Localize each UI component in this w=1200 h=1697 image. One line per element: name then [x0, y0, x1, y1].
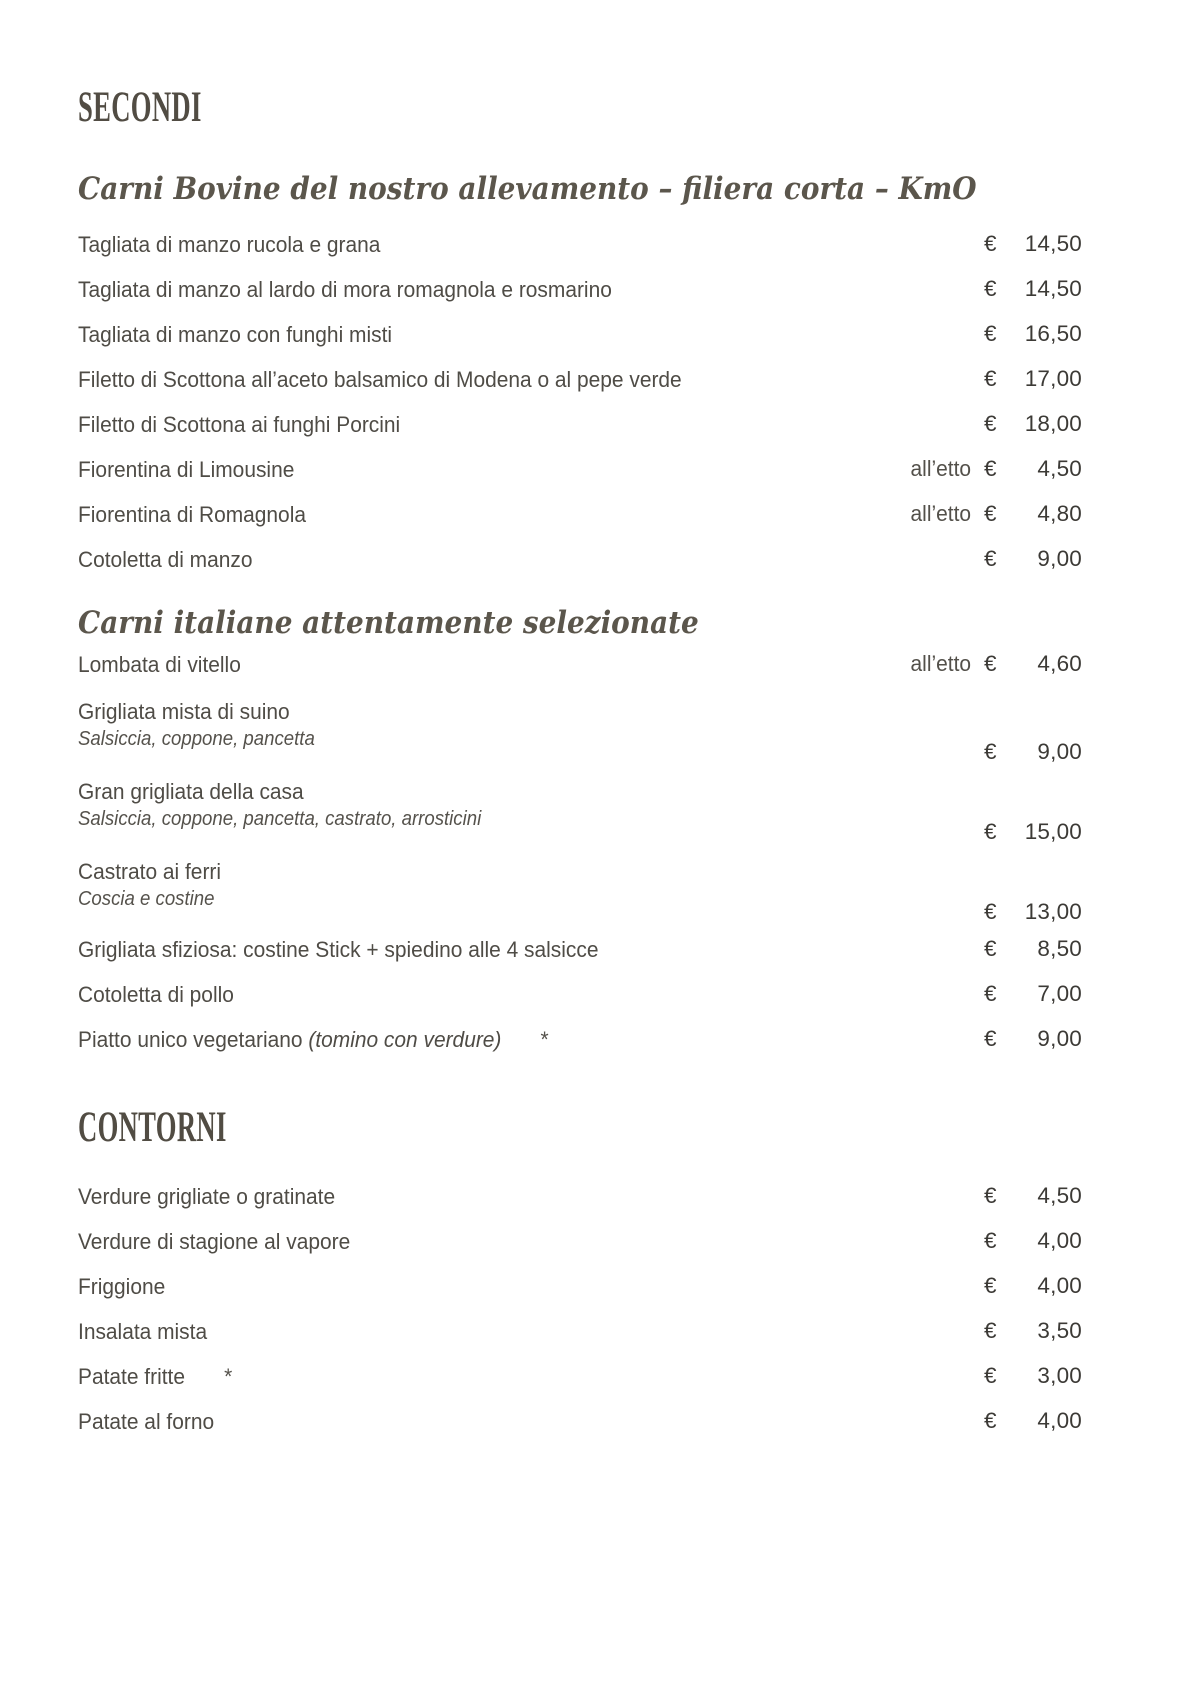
menu-item-names: [78, 1273, 970, 1302]
currency-symbol: €: [984, 899, 997, 925]
menu-item-names: [78, 366, 970, 395]
menu-item-names: [78, 276, 970, 305]
menu-item-names: [78, 1026, 970, 1055]
menu-item-names: [78, 778, 970, 832]
currency-symbol: €: [984, 1183, 997, 1209]
menu-item-name: Filetto di Scottona ai funghi Porcini: [78, 412, 401, 438]
menu-item-name: Friggione: [78, 1274, 166, 1300]
price-amount: 4,00: [1037, 1273, 1082, 1299]
currency-symbol: €: [984, 819, 997, 845]
currency-symbol: €: [984, 231, 997, 257]
menu-item-description: Salsiccia, coppone, pancetta: [78, 727, 315, 750]
menu-item-name: Fiorentina di Limousine: [78, 457, 295, 483]
menu-item-name: Insalata mista: [78, 1319, 208, 1345]
menu-item-row[interactable]: [78, 1017, 1092, 1062]
menu-item-name: Fiorentina di Romagnola: [78, 502, 306, 528]
menu-item-names: [78, 546, 970, 575]
menu-item-names: [78, 1363, 970, 1392]
menu-item-names: [78, 1318, 970, 1347]
menu-item-row[interactable]: [78, 357, 1092, 402]
subsection-title: Carni Bovine del nostro allevamento – filiera corta – KmO: [78, 171, 977, 207]
menu-item-price: [984, 546, 1092, 572]
menu-list-contorni: [78, 1174, 1092, 1444]
menu-item-name: Lombata di vitello: [78, 652, 241, 678]
menu-item-names: [78, 698, 970, 752]
currency-symbol: €: [984, 321, 997, 347]
menu-item-unit: [971, 845, 984, 847]
menu-item-price: [984, 321, 1092, 347]
menu-item-row[interactable]: [78, 1309, 1092, 1354]
currency-symbol: €: [984, 1363, 997, 1389]
menu-item-name: Cotoletta di pollo: [78, 982, 234, 1008]
menu-item-price: [984, 411, 1092, 437]
menu-item-name: Tagliata di manzo al lardo di mora romagnola e rosmarino: [78, 277, 612, 303]
menu-item-row[interactable]: [78, 402, 1092, 447]
menu-item-parenthetical: (tomino con verdure): [308, 1027, 502, 1053]
price-amount: 4,80: [1037, 501, 1082, 527]
menu-item-price: [984, 1363, 1092, 1389]
menu-item-names: [78, 456, 905, 485]
currency-symbol: €: [984, 546, 997, 572]
menu-item-unit: [971, 925, 984, 927]
price-amount: 3,50: [1037, 1318, 1082, 1344]
price-amount: 8,50: [1037, 936, 1082, 962]
menu-list-carni-italiane: [78, 642, 1092, 1062]
menu-item-name: [78, 1363, 908, 1392]
price-amount: 4,60: [1037, 651, 1082, 677]
menu-item-unit: all’etto: [910, 651, 971, 677]
price-amount: 7,00: [1037, 981, 1082, 1007]
menu-item-name: Tagliata di manzo rucola e grana: [78, 232, 381, 258]
menu-item-price: [984, 936, 1092, 962]
menu-item-row[interactable]: [78, 267, 1092, 312]
menu-item-row[interactable]: [78, 1219, 1092, 1264]
menu-item-price: [984, 1318, 1092, 1344]
menu-item-unit: [971, 765, 984, 767]
menu-item-name: Castrato ai ferri: [78, 859, 222, 885]
menu-item-name: Verdure di stagione al vapore: [78, 1229, 351, 1255]
menu-item-price: [984, 276, 1092, 302]
currency-symbol: €: [984, 981, 997, 1007]
price-amount: 4,00: [1037, 1408, 1082, 1434]
section-heading-secondi: [78, 86, 1092, 142]
menu-item-row[interactable]: [78, 1264, 1092, 1309]
menu-item-names: [78, 858, 970, 912]
menu-item-name: Cotoletta di manzo: [78, 547, 253, 573]
menu-item-names: [78, 936, 970, 965]
menu-item-row[interactable]: [78, 222, 1092, 267]
menu-item-price: [984, 1408, 1092, 1434]
currency-symbol: €: [984, 456, 997, 482]
price-amount: 4,50: [1037, 456, 1082, 482]
menu-item-price: [984, 231, 1092, 257]
price-amount: 15,00: [1024, 819, 1082, 845]
currency-symbol: €: [984, 1228, 997, 1254]
menu-item-name: Verdure grigliate o gratinate: [78, 1184, 336, 1210]
menu-item-names: [78, 1183, 970, 1212]
menu-item-description: Coscia e costine: [78, 887, 215, 910]
menu-item-price: [984, 819, 1092, 847]
menu-item-price: [984, 899, 1092, 927]
price-amount: 14,50: [1024, 276, 1082, 302]
menu-item-row[interactable]: [78, 687, 1092, 767]
menu-item-unit: all’etto: [910, 501, 971, 527]
menu-item-names: [78, 651, 905, 680]
menu-item-name: Tagliata di manzo con funghi misti: [78, 322, 393, 348]
currency-symbol: €: [984, 1026, 997, 1052]
menu-item-row[interactable]: [78, 492, 1092, 537]
price-amount: 4,50: [1037, 1183, 1082, 1209]
currency-symbol: €: [984, 1318, 997, 1344]
section-title-contorni: CONTORNI: [78, 1104, 227, 1152]
menu-item-price: [984, 1273, 1092, 1299]
menu-item-price: [984, 1026, 1092, 1052]
menu-item-unit: all’etto: [910, 456, 971, 482]
menu-item-name-text: Piatto unico vegetariano: [78, 1027, 303, 1053]
menu-item-name: Grigliata sfiziosa: costine Stick + spiedino alle 4 salsicce: [78, 937, 599, 963]
menu-item-row[interactable]: [78, 1174, 1092, 1219]
menu-item-row[interactable]: [78, 972, 1092, 1017]
menu-item-row[interactable]: [78, 1354, 1092, 1399]
currency-symbol: €: [984, 936, 997, 962]
currency-symbol: €: [984, 1273, 997, 1299]
currency-symbol: €: [984, 651, 997, 677]
allergen-marker-asterisk: *: [224, 1364, 233, 1390]
menu-item-price: [984, 1228, 1092, 1254]
menu-item-price: [984, 739, 1092, 767]
menu-item-price: [984, 651, 1092, 677]
menu-item-name-text: Patate fritte: [78, 1364, 186, 1390]
price-amount: 18,00: [1024, 411, 1082, 437]
menu-item-name: Patate al forno: [78, 1409, 215, 1435]
menu-item-row[interactable]: [78, 312, 1092, 357]
price-amount: 14,50: [1024, 231, 1082, 257]
menu-item-description: Salsiccia, coppone, pancetta, castrato, arrosticini: [78, 807, 482, 830]
menu-item-name: [78, 1026, 908, 1055]
menu-item-names: [78, 1408, 970, 1437]
price-amount: 13,00: [1024, 899, 1082, 925]
allergen-marker-asterisk: *: [540, 1027, 549, 1053]
menu-item-names: [78, 1228, 970, 1257]
menu-item-price: [984, 501, 1092, 527]
menu-item-names: [78, 501, 905, 530]
menu-list-carni-bovine: [78, 222, 1092, 582]
subsection-title: Carni italiane attentamente selezionate: [78, 605, 699, 642]
menu-item-name: Gran grigliata della casa: [78, 779, 304, 805]
menu-item-price: [984, 981, 1092, 1007]
currency-symbol: €: [984, 501, 997, 527]
subsection-heading-carni-bovine: [78, 172, 1092, 206]
menu-item-price: [984, 456, 1092, 482]
menu-item-price: [984, 1183, 1092, 1209]
menu-item-row[interactable]: [78, 927, 1092, 972]
section-heading-contorni: [78, 1106, 1092, 1162]
price-amount: 16,50: [1024, 321, 1082, 347]
menu-item-row[interactable]: [78, 767, 1092, 847]
menu-item-row[interactable]: [78, 847, 1092, 927]
currency-symbol: €: [984, 276, 997, 302]
menu-item-row[interactable]: [78, 447, 1092, 492]
menu-item-names: [78, 321, 970, 350]
menu-item-names: [78, 231, 970, 260]
price-amount: 3,00: [1037, 1363, 1082, 1389]
menu-item-row[interactable]: [78, 537, 1092, 582]
menu-item-names: [78, 411, 970, 440]
currency-symbol: €: [984, 739, 997, 765]
subsection-heading-carni-italiane: [78, 606, 1092, 640]
page-title: SECONDI: [78, 84, 202, 131]
currency-symbol: €: [984, 366, 997, 392]
menu-item-names: [78, 981, 970, 1010]
currency-symbol: €: [984, 411, 997, 437]
price-amount: 17,00: [1024, 366, 1082, 392]
price-amount: 9,00: [1037, 739, 1082, 765]
menu-item-name: Filetto di Scottona all’aceto balsamico di Modena o al pepe verde: [78, 367, 682, 393]
price-amount: 4,00: [1037, 1228, 1082, 1254]
menu-item-name: Grigliata mista di suino: [78, 699, 290, 725]
currency-symbol: €: [984, 1408, 997, 1434]
menu-item-row[interactable]: [78, 642, 1092, 687]
price-amount: 9,00: [1037, 1026, 1082, 1052]
menu-item-price: [984, 366, 1092, 392]
menu-item-row[interactable]: [78, 1399, 1092, 1444]
price-amount: 9,00: [1037, 546, 1082, 572]
